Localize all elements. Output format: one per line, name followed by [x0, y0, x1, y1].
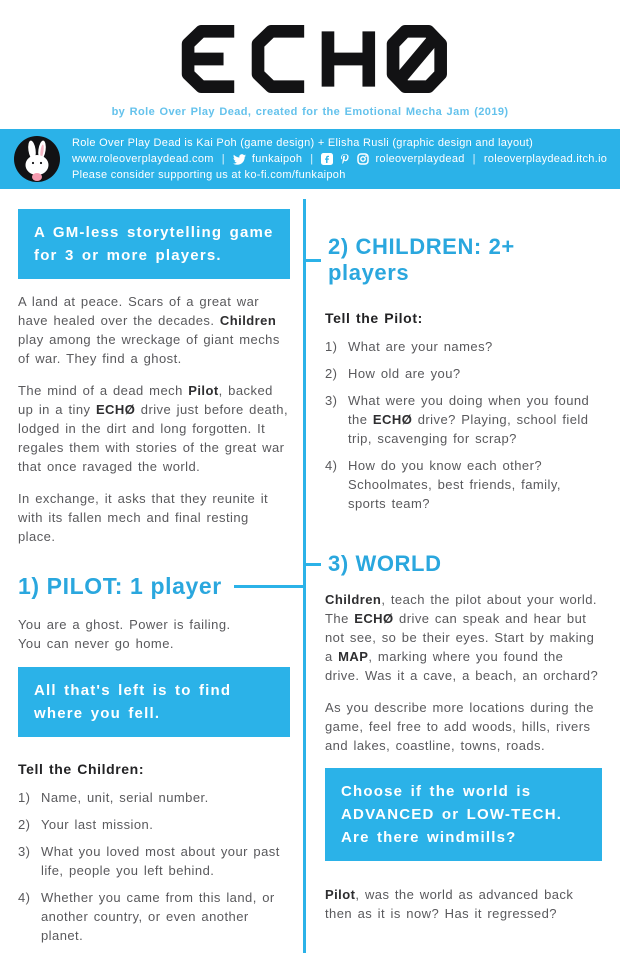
banner-line-1: Role Over Play Dead is Kai Poh (game design) + Elisha Rusli (graphic design and layout): [72, 137, 534, 149]
subtitle: by Role Over Play Dead, created for the Emotional Mecha Jam (2019): [111, 106, 509, 118]
children-questions-list: [18, 788, 290, 945]
list-item: 2) Your last mission.: [18, 817, 154, 832]
banner-text: [72, 135, 607, 183]
credits-banner: [0, 129, 620, 189]
tell-the-children-label: Tell the Children:: [18, 761, 145, 777]
list-item: 4) Whether you came from this land, or another country, or even another planet.: [18, 890, 275, 943]
banner-line-3: [72, 167, 607, 183]
intro-paragraph: A land at peace. Scars of a great war have healed over the decades. Children play among the wreckage of giant mechs of war. They find a ghost.: [18, 294, 280, 366]
list-item: 1) What are your names?: [325, 339, 493, 354]
list-item: 3) What were you doing when you found the ECHØ drive? Playing, school field trip, scavenging for scrap?: [325, 393, 590, 446]
world-paragraph: Children, teach the pilot about your world. The ECHØ drive can speak and hear but not see, so be their eyes. Start by making a MAP, marking where you found the drive. Was it a cave, a beach, an orchard?: [325, 592, 599, 683]
left-column: [18, 199, 290, 953]
banner-line-2: www.roleoverplaydead.com | funkaipoh | roleoverplaydead | roleoverplaydead.itch.io: [72, 153, 608, 165]
intro-paragraph: The mind of a dead mech Pilot, backed up in a tiny ECHØ drive just before death, lodged in the dirt and long forgotten. It regales them with stories of the great war that once ravaged the world.: [18, 383, 289, 474]
website-url: www.roleoverplaydead.com: [72, 153, 214, 165]
callout-gmless: A GM-less storytelling game for 3 or more players.: [18, 209, 290, 279]
ghost-text: You are a ghost. Power is failing. You can never go home.: [18, 617, 231, 651]
pinterest-icon: [339, 153, 351, 165]
twitter-handle: funkaipoh: [251, 153, 303, 165]
bunny-avatar-icon: [13, 135, 61, 183]
right-column: [306, 199, 602, 953]
callout-where-you-fell: All that's left is to find where you fell.: [18, 667, 290, 737]
list-item: 1) Name, unit, serial number.: [18, 790, 209, 805]
list-item: 2) How old are you?: [325, 366, 461, 381]
instagram-icon: [357, 153, 369, 165]
heading-rule: [234, 585, 306, 588]
section-heading-children: 2) CHILDREN: 2+ players: [325, 234, 602, 286]
pilot-questions-list: [325, 337, 602, 513]
callout-advanced-or-lowtech: Choose if the world is ADVANCED or LOW-TECH. Are there windmills?: [325, 768, 602, 861]
masthead: [0, 0, 620, 118]
list-item: 4) How do you know each other? Schoolmates, best friends, family, sports team?: [325, 458, 561, 511]
twitter-icon: [233, 153, 246, 166]
heading-dash: [306, 563, 321, 566]
section-heading-pilot: 1) PILOT: 1 player: [18, 573, 290, 600]
echo-logo: [174, 18, 446, 100]
tell-the-pilot-label: Tell the Pilot:: [325, 310, 423, 326]
final-paragraph: Pilot, was the world as advanced back then as it is now? Has it regressed?: [325, 887, 574, 921]
heading-dash: [306, 259, 321, 262]
section-heading-world: 3) WORLD: [325, 551, 602, 577]
facebook-icon: [321, 153, 333, 165]
itch-url: roleoverplaydead.itch.io: [483, 153, 608, 165]
content: [0, 189, 620, 953]
list-item: 3) What you loved most about your past life, people you left behind.: [18, 844, 280, 878]
intro-paragraph: In exchange, it asks that they reunite it with its fallen mech and final resting place.: [18, 491, 269, 544]
kofi-support-text: Please consider supporting us at ko-fi.com/funkaipoh: [72, 169, 346, 181]
world-paragraph: As you describe more locations during the game, feel free to add woods, hills, rivers and lakes, coastline, towns, roads.: [325, 700, 594, 753]
social-handle: roleoverplaydead: [375, 153, 465, 165]
